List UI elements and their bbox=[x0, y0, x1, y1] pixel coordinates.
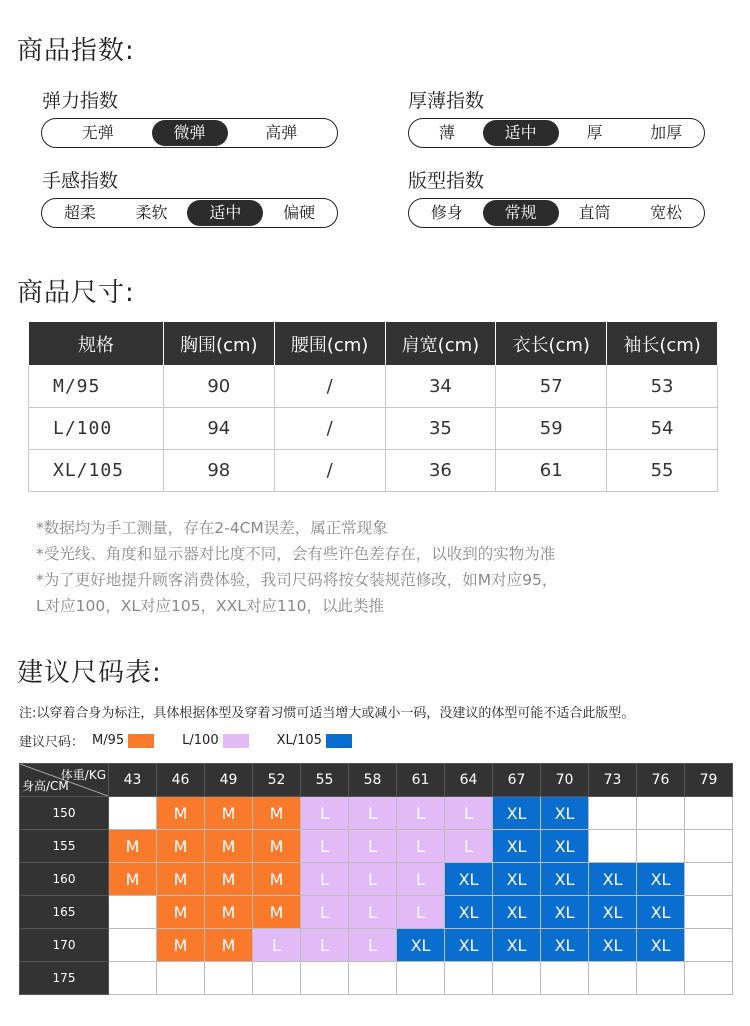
index-option-selected: 适中 bbox=[187, 200, 263, 226]
size-cell-l: L bbox=[349, 797, 397, 830]
empty-cell bbox=[109, 896, 157, 929]
index-selector bbox=[41, 118, 338, 148]
size-value-cell: / bbox=[274, 450, 385, 492]
size-table bbox=[28, 321, 718, 492]
empty-cell bbox=[589, 797, 637, 830]
size-table-row bbox=[29, 450, 718, 492]
index-option: 修身 bbox=[430, 203, 463, 222]
weight-header-cell: 64 bbox=[445, 764, 493, 797]
empty-cell bbox=[493, 962, 541, 995]
size-cell-l: L bbox=[301, 929, 349, 962]
size-value-cell: 90 bbox=[163, 366, 274, 408]
size-value-cell: 98 bbox=[163, 450, 274, 492]
height-header-cell: 165 bbox=[20, 896, 109, 929]
size-header-cell: 腰围(cm) bbox=[274, 322, 385, 366]
empty-cell bbox=[397, 962, 445, 995]
recommend-row bbox=[20, 896, 733, 929]
size-header-cell: 肩宽(cm) bbox=[385, 322, 496, 366]
size-value-cell: 94 bbox=[163, 408, 274, 450]
index-selector bbox=[408, 198, 705, 228]
legend-swatch bbox=[326, 734, 352, 748]
size-value-cell: 34 bbox=[385, 366, 496, 408]
size-cell-xl: XL bbox=[541, 830, 589, 863]
index-option: 直筒 bbox=[578, 203, 611, 222]
size-cell-m: M bbox=[157, 929, 205, 962]
size-header-cell: 衣长(cm) bbox=[496, 322, 607, 366]
table-corner-cell bbox=[20, 764, 109, 797]
weight-header-cell: 49 bbox=[205, 764, 253, 797]
index-label: 手感指数 bbox=[42, 170, 119, 192]
recommend-row bbox=[20, 830, 733, 863]
weight-header-cell: 76 bbox=[637, 764, 685, 797]
note-line: *数据均为手工测量，存在2-4CM误差，属正常现象 bbox=[36, 519, 388, 537]
size-spec-cell: XL/105 bbox=[29, 450, 164, 492]
empty-cell bbox=[109, 962, 157, 995]
recommend-row bbox=[20, 797, 733, 830]
size-cell-xl: XL bbox=[589, 896, 637, 929]
index-option-selected: 微弹 bbox=[152, 120, 228, 146]
size-cell-l: L bbox=[445, 797, 493, 830]
size-cell-xl: XL bbox=[397, 929, 445, 962]
index-option: 厚 bbox=[586, 123, 603, 142]
empty-cell bbox=[685, 929, 733, 962]
size-legend bbox=[19, 731, 380, 750]
height-header-cell: 150 bbox=[20, 797, 109, 830]
index-option: 加厚 bbox=[650, 123, 683, 142]
legend-item bbox=[92, 733, 154, 748]
size-cell-xl: XL bbox=[589, 929, 637, 962]
index-option: 无弹 bbox=[81, 123, 114, 142]
height-header-cell: 155 bbox=[20, 830, 109, 863]
corner-weight-label: 体重/KG bbox=[60, 768, 106, 782]
size-cell-l: L bbox=[349, 929, 397, 962]
weight-header-cell: 43 bbox=[109, 764, 157, 797]
empty-cell bbox=[685, 962, 733, 995]
note-line: *受光线、角度和显示器对比度不同，会有些许色差存在，以收到的实物为准 bbox=[36, 545, 556, 563]
size-cell-m: M bbox=[205, 863, 253, 896]
empty-cell bbox=[637, 962, 685, 995]
empty-cell bbox=[349, 962, 397, 995]
legend-swatch bbox=[128, 734, 154, 748]
size-cell-m: M bbox=[205, 797, 253, 830]
size-spec-cell: L/100 bbox=[29, 408, 164, 450]
height-header-cell: 160 bbox=[20, 863, 109, 896]
weight-header-cell: 61 bbox=[397, 764, 445, 797]
index-option-selected: 适中 bbox=[483, 120, 559, 146]
height-header-cell: 175 bbox=[20, 962, 109, 995]
size-cell-xl: XL bbox=[541, 929, 589, 962]
empty-cell bbox=[685, 863, 733, 896]
size-value-cell: 55 bbox=[607, 450, 718, 492]
size-cell-l: L bbox=[445, 830, 493, 863]
height-header-cell: 170 bbox=[20, 929, 109, 962]
size-cell-xl: XL bbox=[637, 863, 685, 896]
legend-item-label: M/95 bbox=[92, 733, 125, 748]
empty-cell bbox=[253, 962, 301, 995]
recommend-row bbox=[20, 863, 733, 896]
weight-header-cell: 46 bbox=[157, 764, 205, 797]
size-cell-l: L bbox=[253, 929, 301, 962]
weight-header-cell: 58 bbox=[349, 764, 397, 797]
index-option: 柔软 bbox=[135, 203, 168, 222]
size-value-cell: 59 bbox=[496, 408, 607, 450]
size-cell-m: M bbox=[205, 896, 253, 929]
size-cell-m: M bbox=[253, 797, 301, 830]
recommend-row bbox=[20, 962, 733, 995]
size-value-cell: 54 bbox=[607, 408, 718, 450]
index-label: 版型指数 bbox=[408, 170, 485, 192]
size-cell-m: M bbox=[157, 863, 205, 896]
size-cell-l: L bbox=[301, 863, 349, 896]
legend-item bbox=[182, 733, 248, 748]
size-value-cell: 61 bbox=[496, 450, 607, 492]
size-value-cell: 57 bbox=[496, 366, 607, 408]
size-value-cell: / bbox=[274, 408, 385, 450]
size-cell-m: M bbox=[253, 896, 301, 929]
legend-swatch bbox=[223, 734, 249, 748]
rec-note: 注:以穿着合身为标注，具体根据体型及穿着习惯可适当增大或减小一码，没建议的体型可能不适合此版型。 bbox=[19, 706, 635, 721]
index-selector bbox=[408, 118, 705, 148]
size-cell-l: L bbox=[397, 830, 445, 863]
note-line: *为了更好地提升顾客消费体验，我司尺码将按女装规范修改，如M对应95， bbox=[36, 571, 558, 589]
index-label: 弹力指数 bbox=[42, 90, 119, 112]
weight-header-cell: 55 bbox=[301, 764, 349, 797]
legend-item-label: XL/105 bbox=[276, 733, 322, 748]
empty-cell bbox=[205, 962, 253, 995]
size-cell-m: M bbox=[157, 896, 205, 929]
size-cell-l: L bbox=[349, 896, 397, 929]
size-cell-l: L bbox=[301, 830, 349, 863]
size-cell-m: M bbox=[205, 929, 253, 962]
size-cell-xl: XL bbox=[589, 863, 637, 896]
empty-cell bbox=[685, 830, 733, 863]
size-value-cell: 53 bbox=[607, 366, 718, 408]
weight-header-cell: 70 bbox=[541, 764, 589, 797]
size-cell-xl: XL bbox=[493, 797, 541, 830]
size-section-title: 商品尺寸: bbox=[17, 278, 135, 308]
size-cell-m: M bbox=[109, 863, 157, 896]
size-cell-xl: XL bbox=[445, 896, 493, 929]
empty-cell bbox=[541, 962, 589, 995]
note-line: L对应100，XL对应105，XXL对应110，以此类推 bbox=[36, 597, 385, 615]
size-cell-l: L bbox=[397, 797, 445, 830]
size-cell-l: L bbox=[397, 896, 445, 929]
size-cell-m: M bbox=[253, 863, 301, 896]
empty-cell bbox=[157, 962, 205, 995]
index-section-title: 商品指数: bbox=[17, 36, 135, 66]
legend-item-label: L/100 bbox=[182, 733, 219, 748]
weight-header-cell: 73 bbox=[589, 764, 637, 797]
weight-header-cell: 67 bbox=[493, 764, 541, 797]
empty-cell bbox=[589, 830, 637, 863]
rec-section-title: 建议尺码表: bbox=[17, 658, 162, 688]
size-cell-xl: XL bbox=[493, 929, 541, 962]
index-option: 薄 bbox=[438, 123, 455, 142]
weight-header-cell: 52 bbox=[253, 764, 301, 797]
size-cell-xl: XL bbox=[493, 896, 541, 929]
empty-cell bbox=[301, 962, 349, 995]
size-cell-l: L bbox=[349, 863, 397, 896]
size-cell-m: M bbox=[253, 830, 301, 863]
size-cell-xl: XL bbox=[541, 797, 589, 830]
size-value-cell: / bbox=[274, 366, 385, 408]
size-cell-m: M bbox=[205, 830, 253, 863]
size-cell-xl: XL bbox=[637, 896, 685, 929]
empty-cell bbox=[589, 962, 637, 995]
size-header-cell: 胸围(cm) bbox=[163, 322, 274, 366]
empty-cell bbox=[109, 929, 157, 962]
index-option-selected: 常规 bbox=[483, 200, 559, 226]
size-table-header bbox=[29, 322, 718, 366]
index-option: 偏硬 bbox=[283, 203, 316, 222]
size-value-cell: 36 bbox=[385, 450, 496, 492]
size-table-row bbox=[29, 366, 718, 408]
size-cell-m: M bbox=[109, 830, 157, 863]
empty-cell bbox=[637, 830, 685, 863]
legend-item bbox=[277, 733, 352, 748]
size-header-cell: 规格 bbox=[29, 322, 164, 366]
recommend-table bbox=[19, 763, 733, 995]
empty-cell bbox=[685, 797, 733, 830]
empty-cell bbox=[445, 962, 493, 995]
recommend-table-header bbox=[20, 764, 733, 797]
index-option: 宽松 bbox=[650, 203, 683, 222]
size-table-row bbox=[29, 408, 718, 450]
index-label: 厚薄指数 bbox=[408, 90, 485, 112]
size-header-cell: 袖长(cm) bbox=[607, 322, 718, 366]
size-cell-xl: XL bbox=[541, 896, 589, 929]
weight-header-cell: 79 bbox=[685, 764, 733, 797]
size-spec-cell: M/95 bbox=[29, 366, 164, 408]
empty-cell bbox=[685, 896, 733, 929]
size-cell-l: L bbox=[301, 797, 349, 830]
size-cell-xl: XL bbox=[541, 863, 589, 896]
size-cell-xl: XL bbox=[445, 929, 493, 962]
empty-cell bbox=[109, 797, 157, 830]
empty-cell bbox=[637, 797, 685, 830]
size-cell-l: L bbox=[301, 896, 349, 929]
size-cell-l: L bbox=[397, 863, 445, 896]
size-cell-xl: XL bbox=[445, 863, 493, 896]
notes-block bbox=[36, 515, 557, 619]
size-cell-xl: XL bbox=[637, 929, 685, 962]
size-cell-xl: XL bbox=[493, 830, 541, 863]
index-selector bbox=[41, 198, 338, 228]
size-cell-l: L bbox=[349, 830, 397, 863]
size-cell-xl: XL bbox=[493, 863, 541, 896]
index-option: 超柔 bbox=[63, 203, 96, 222]
size-cell-m: M bbox=[157, 830, 205, 863]
size-value-cell: 35 bbox=[385, 408, 496, 450]
size-cell-m: M bbox=[157, 797, 205, 830]
corner-height-label: 身高/CM bbox=[22, 779, 69, 793]
legend-label: 建议尺码： bbox=[19, 735, 85, 750]
recommend-row bbox=[20, 929, 733, 962]
index-option: 高弹 bbox=[265, 123, 298, 142]
